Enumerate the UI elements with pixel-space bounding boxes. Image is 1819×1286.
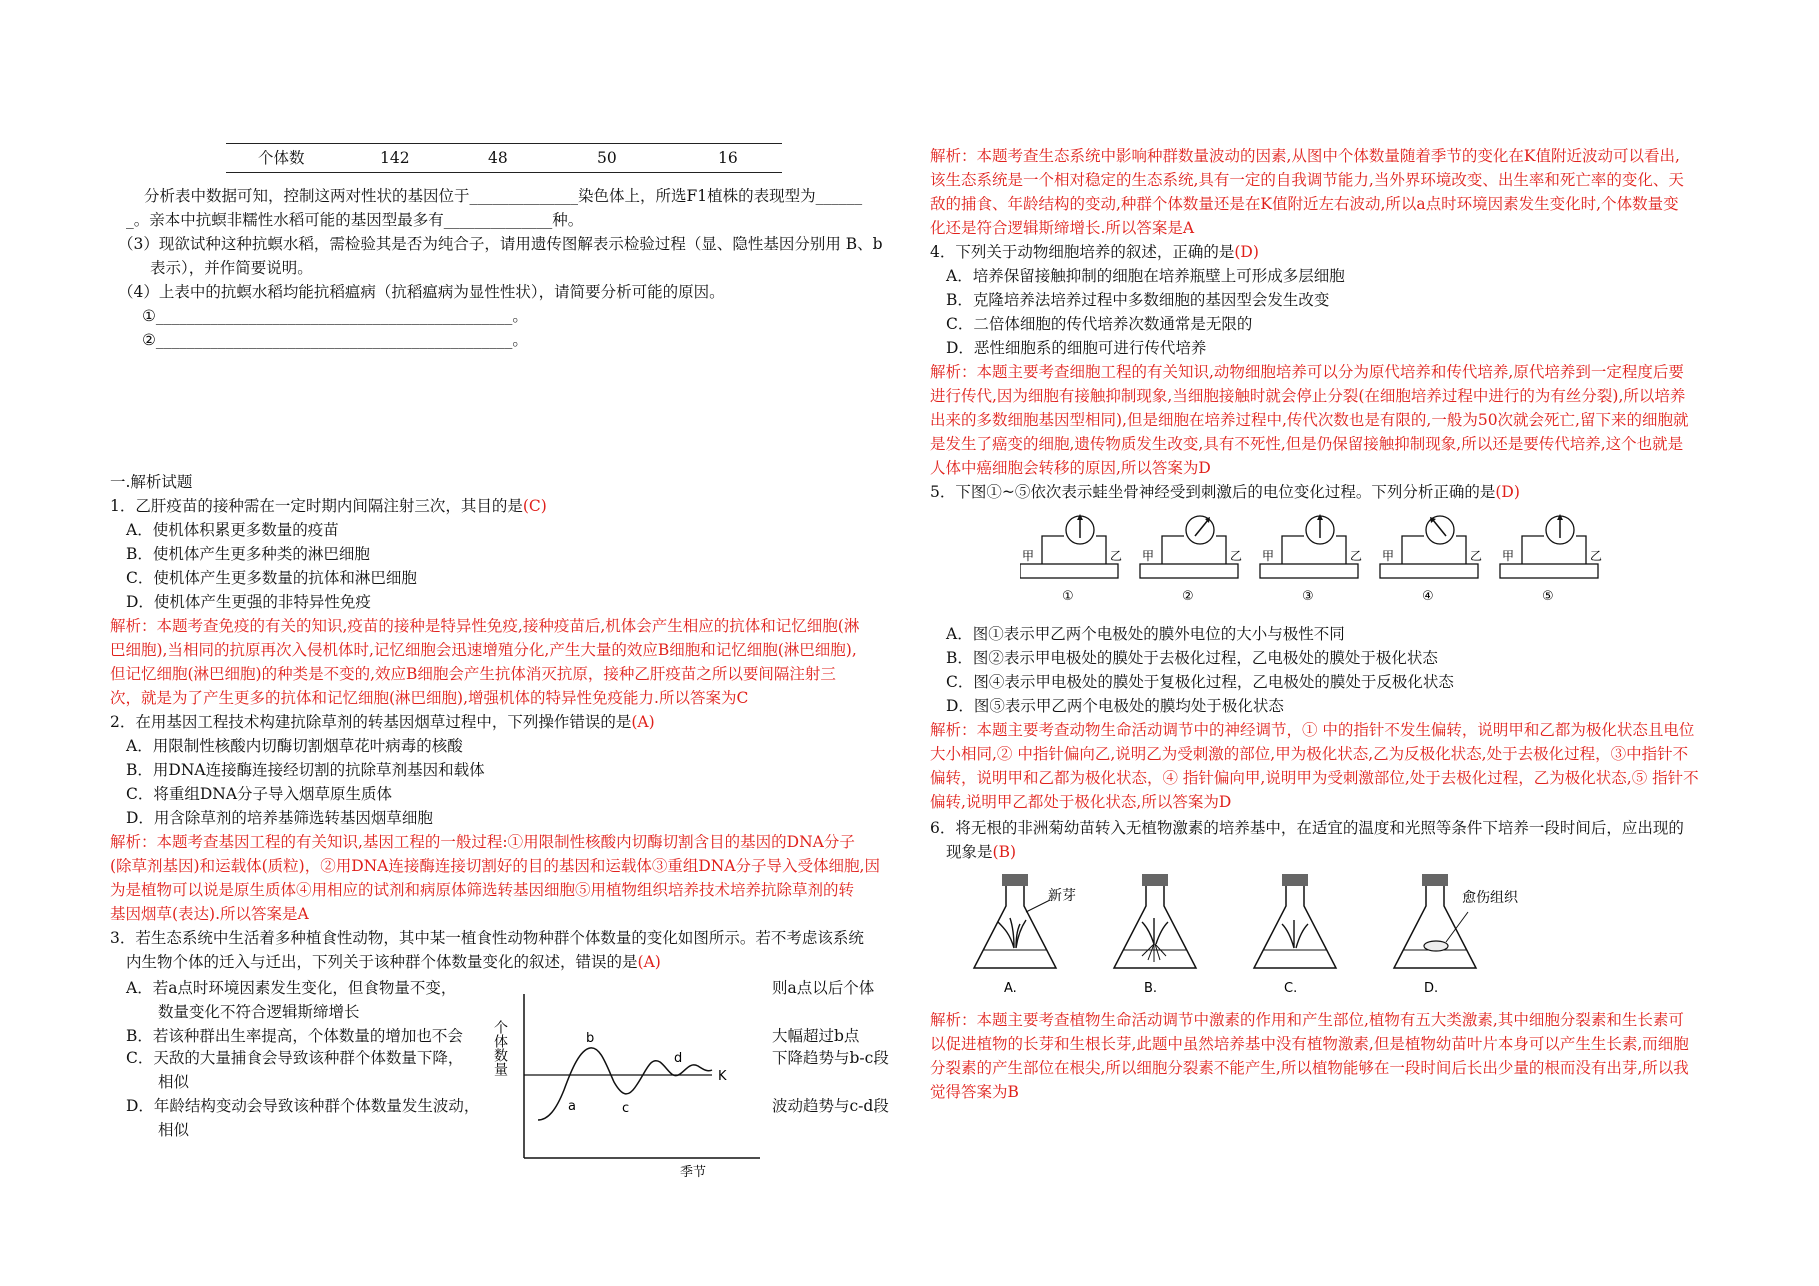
q1-analysis: 解析：本题考查免疫的有关的知识,疫苗的接种是特异性免疫,接种疫苗后,机体会产生相应的抗体和记忆细胞(淋 [110, 617, 860, 635]
q1-analysis: 但记忆细胞(淋巴细胞)的种类是不变的,效应B细胞会产生抗体消灭抗原，接种乙肝疫苗之所以要间隔注射三 [110, 665, 836, 683]
svg-text:①: ① [1062, 589, 1074, 602]
q5-analysis: 解析：本题主要考查动物生命活动调节中的神经调节，① 中的指针不发生偏转，说明甲和乙都为极化状态且电位 [930, 721, 1695, 739]
chart-k-label: K [718, 1069, 727, 1084]
flask-d [1394, 874, 1519, 996]
q4-analysis: 进行传代,因为细胞有接触抑制现象,当细胞接触时就会停止分裂(在细胞培养过程中进行的为有丝分裂),所以培养 [930, 387, 1686, 405]
table-cell: 50 [597, 149, 617, 167]
svg-text:甲: 甲 [1262, 549, 1275, 563]
q3-option-tail: 大幅超过b点 [772, 1027, 860, 1045]
chart-point-b: b [586, 1031, 595, 1046]
q1-option: D．使机体产生更强的非特异性免疫 [126, 593, 371, 611]
table-cell: 16 [718, 149, 738, 167]
q5-analysis: 大小相同,② 中指针偏向乙,说明乙为受刺激的部位,甲为极化状态,乙为反极化状态,处于去极化过程，③中指针不 [930, 745, 1689, 763]
q3-stem: 3．若生态系统中生活着多种植食性动物，其中某一植食性动物种群个体数量的变化如图所示。若不考虑该系统 [110, 929, 864, 947]
table-cell: 48 [488, 149, 508, 167]
svg-text:D.: D. [1424, 981, 1439, 996]
galvanometer-figure [1020, 508, 1610, 602]
q5-option: D．图⑤表示甲乙两个电极处的膜均处于极化状态 [946, 697, 1284, 715]
q3-option: 数量变化不符合逻辑斯缔增长 [158, 1003, 360, 1021]
chart-ylabel: 个体数量 [492, 1020, 508, 1076]
q4-analysis: 是发生了癌变的细胞,遗传物质发生改变,具有不死性,但是仍保留接触抑制现象,所以还是要传代培养,这个也就是 [930, 435, 1684, 453]
q3-option: B．若该种群出生率提高，个体数量的增加也不会 [126, 1027, 463, 1045]
q3-analysis: 化还是符合逻辑斯缔增长.所以答案是A [930, 219, 1195, 237]
svg-text:甲: 甲 [1022, 549, 1035, 563]
svg-text:甲: 甲 [1382, 549, 1395, 563]
svg-text:新芽: 新芽 [1048, 888, 1076, 904]
q2-option: C．将重组DNA分子导入烟草原生质体 [126, 785, 393, 803]
q2-option: A．用限制性核酸内切酶切割烟草花叶病毒的核酸 [126, 737, 463, 755]
q3-option: 相似 [158, 1121, 190, 1139]
q4-analysis: 人体中癌细胞会转移的原因,所以答案为D [930, 459, 1211, 477]
svg-text:③: ③ [1302, 589, 1314, 602]
table-cell: 142 [380, 149, 410, 167]
q3-analysis: 敌的捕食、年龄结构的变动,种群个体数量还是在K值附近左右波动,所以a点时环境因素发生变化时,个体数量变 [930, 195, 1679, 213]
q5-option: B．图②表示甲电极处的膜处于去极化过程，乙电极处的膜处于极化状态 [946, 649, 1438, 667]
q1-analysis: 巴细胞),当相同的抗原再次入侵机体时,记忆细胞会迅速增殖分化,产生大量的效应B细胞和记忆细胞(淋巴细胞), [110, 641, 857, 659]
q6-analysis: 解析：本题主要考查植物生命活动调节中激素的作用和产生部位,植物有五大类激素,其中细胞分裂素和生长素可 [930, 1011, 1684, 1029]
q6-answer: (B) [992, 843, 1017, 861]
q3-option-tail: 则a点以后个体 [772, 979, 875, 997]
chart-point-a: a [568, 1099, 576, 1114]
prev-q-line: 分析表中数据可知，控制这两对性状的基因位于______________染色体上，所选F1植株的表现型为______ [144, 187, 863, 205]
prev-q-line: 表示），并作简要说明。 [150, 259, 313, 277]
galvanometer-4 [1380, 516, 1482, 602]
q6-analysis: 以促进植物的长芽和生根长芽,此题中虽然培养基中没有植物激素,但是植物幼苗叶片本身可以产生生长素,而细胞 [930, 1035, 1689, 1053]
galvanometer-2 [1140, 516, 1242, 602]
q2-analysis: 解析：本题考查基因工程的有关知识,基因工程的一般过程:①用限制性核酸内切酶切割含目的基因的DNA分子 [110, 833, 855, 851]
svg-text:乙: 乙 [1590, 549, 1603, 563]
svg-text:甲: 甲 [1142, 549, 1155, 563]
prev-q-line: ②______________________________________________。 [142, 331, 528, 349]
q3-stem: 内生物个体的迁入与迁出，下列关于该种群个体数量变化的叙述，错误的是(A) [126, 953, 661, 971]
prev-q-line: （4）上表中的抗螟水稻均能抗稻瘟病（抗稻瘟病为显性性状），请简要分析可能的原因。 [118, 283, 725, 301]
flask-b [1114, 874, 1196, 996]
svg-text:A.: A. [1004, 981, 1017, 996]
svg-text:B.: B. [1144, 981, 1158, 996]
chart-xlabel: 季节 [680, 1165, 707, 1180]
q3-option-tail: 波动趋势与c-d段 [772, 1097, 889, 1115]
q5-analysis: 偏转,说明甲乙都处于极化状态,所以答案为D [930, 793, 1232, 811]
q4-analysis: 出来的多数细胞基因型相同),但是细胞在培养过程中,传代次数也是有限的,一般为50次就会死亡,留下来的细胞就 [930, 411, 1689, 429]
q6-analysis: 分裂素的产生部位在根尖,所以细胞分裂素不能产生,所以植物能够在一段时间后长出少量的根而没有出芽,所以我 [930, 1059, 1689, 1077]
q3-option: 相似 [158, 1073, 190, 1091]
q1-answer: (C) [522, 497, 547, 515]
q2-stem: 2．在用基因工程技术构建抗除草剂的转基因烟草过程中，下列操作错误的是(A) [110, 713, 655, 731]
q2-analysis: 基因烟草(表达).所以答案是A [110, 905, 309, 923]
q3-answer: (A) [637, 953, 661, 971]
q6-analysis: 觉得答案为B [930, 1083, 1019, 1101]
section-title: 一.解析试题 [110, 473, 193, 491]
q2-option: B．用DNA连接酶连接经切割的抗除草剂基因和载体 [126, 761, 485, 779]
q5-answer: (D) [1495, 483, 1520, 501]
svg-text:愈伤组织: 愈伤组织 [1462, 890, 1518, 906]
q1-option: A．使机体积累更多数量的疫苗 [126, 521, 339, 539]
prev-q-line: （3）现欲试种这种抗螟水稻，需检验其是否为纯合子，请用遗传图解表示检验过程（显、隐性基因分别用 B、b [118, 235, 883, 253]
svg-text:C.: C. [1284, 981, 1298, 996]
svg-text:②: ② [1182, 589, 1194, 602]
q4-stem: 4．下列关于动物细胞培养的叙述，正确的是(D) [930, 243, 1259, 261]
flask-a [974, 874, 1076, 996]
q3-option-tail: 下降趋势与b-c段 [772, 1049, 889, 1067]
q1-analysis: 次，就是为了产生更多的抗体和记忆细胞(淋巴细胞),增强机体的特异性免疫能力.所以答案为C [110, 689, 749, 707]
q2-option: D．用含除草剂的培养基筛选转基因烟草细胞 [126, 809, 433, 827]
q1-option: B．使机体产生更多种类的淋巴细胞 [126, 545, 370, 563]
svg-text:⑤: ⑤ [1542, 589, 1554, 602]
q5-analysis: 偏转，说明甲和乙都为极化状态，④ 指针偏向甲,说明甲为受刺激部位,处于去极化过程，乙为极化状态,⑤ 指针不 [930, 769, 1699, 787]
flask-c [1254, 874, 1336, 996]
svg-text:乙: 乙 [1350, 549, 1363, 563]
q3-option: C．天敌的大量捕食会导致该种群个体数量下降， [126, 1049, 464, 1067]
q1-option: C．使机体产生更多数量的抗体和淋巴细胞 [126, 569, 417, 587]
q6-stem: 6．将无根的非洲菊幼苗转入无植物激素的培养基中，在适宜的温度和光照等条件下培养一段时间后，应出现的 [930, 819, 1684, 837]
q4-answer: (D) [1234, 243, 1259, 261]
q3-option: A．若a点时环境因素发生变化，但食物量不变， [126, 979, 457, 997]
q5-option: A．图①表示甲乙两个电极处的膜外电位的大小与极性不同 [946, 625, 1345, 643]
q3-analysis: 解析：本题考查生态系统中影响种群数量波动的因素,从图中个体数量随着季节的变化在K值附近波动可以看出, [930, 147, 1680, 165]
q4-option: C．二倍体细胞的传代培养次数通常是无限的 [946, 315, 1253, 333]
q3-analysis: 该生态系统是一个相对稳定的生态系统,具有一定的自我调节能力,当外界环境改变、出生率和死亡率的变化、天 [930, 171, 1684, 189]
table-bottom-rule [226, 172, 782, 173]
flask-figure [970, 872, 1530, 996]
svg-text:甲: 甲 [1502, 549, 1515, 563]
q4-option: B．克隆培养法培养过程中多数细胞的基因型会发生改变 [946, 291, 1330, 309]
q1-stem: 1．乙肝疫苗的接种需在一定时期内间隔注射三次，其目的是(C) [110, 497, 547, 515]
q5-stem: 5．下图①~⑤依次表示蛙坐骨神经受到刺激后的电位变化过程。下列分析正确的是(D) [930, 483, 1520, 501]
chart-point-d: d [674, 1051, 683, 1066]
prev-q-line: ①______________________________________________。 [142, 307, 528, 325]
q6-stem: 现象是(B) [946, 843, 1017, 861]
svg-text:乙: 乙 [1230, 549, 1243, 563]
q2-analysis: 为是植物可以说是原生质体④用相应的试剂和病原体筛选转基因细胞⑤用植物组织培养技术培养抗除草剂的转 [110, 881, 855, 899]
q4-analysis: 解析：本题主要考查细胞工程的有关知识,动物细胞培养可以分为原代培养和传代培养,原代培养到一定程度后要 [930, 363, 1684, 381]
population-chart [490, 990, 770, 1180]
q5-option: C．图④表示甲电极处的膜处于复极化过程，乙电极处的膜处于反极化状态 [946, 673, 1454, 691]
galvanometer-1 [1020, 514, 1122, 602]
prev-q-line: _。亲本中抗螟非糯性水稻可能的基因型最多有______________种。 [126, 211, 584, 229]
galvanometer-5 [1500, 514, 1602, 602]
svg-text:乙: 乙 [1110, 549, 1123, 563]
q3-option: D．年龄结构变动会导致该种群个体数量发生波动， [126, 1097, 480, 1115]
q2-analysis: (除草剂基因)和运载体(质粒)，②用DNA连接酶连接切割好的目的基因和运载体③重组DNA分子导入受体细胞,因 [110, 857, 880, 875]
q4-option: D．恶性细胞系的细胞可进行传代培养 [946, 339, 1207, 357]
q2-answer: (A) [631, 713, 655, 731]
svg-text:④: ④ [1422, 589, 1434, 602]
table-top-rule [226, 143, 782, 144]
q4-option: A．培养保留接触抑制的细胞在培养瓶壁上可形成多层细胞 [946, 267, 1345, 285]
chart-point-c: c [622, 1101, 630, 1116]
galvanometer-3 [1260, 514, 1362, 602]
table-label: 个体数 [258, 149, 305, 167]
svg-text:乙: 乙 [1470, 549, 1483, 563]
